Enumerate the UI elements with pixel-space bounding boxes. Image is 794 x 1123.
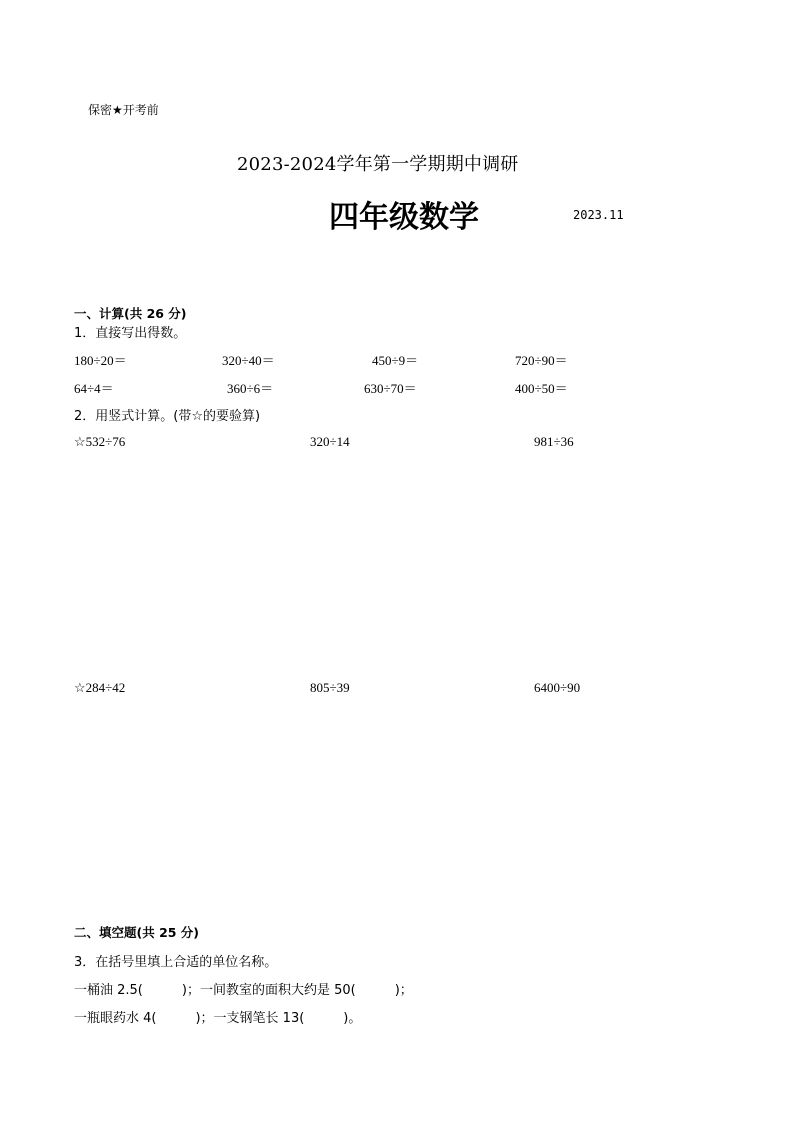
q2-item: ☆284÷42 xyxy=(74,680,126,695)
question-1-prompt: 1．直接写出得数。 xyxy=(74,326,187,341)
q1-item: 450÷9＝ xyxy=(372,353,419,368)
question-2-prompt: 2．用竖式计算。(带☆的要验算) xyxy=(74,409,261,424)
exam-title: 2023-2024学年第一学期期中调研 xyxy=(237,154,519,175)
exam-subtitle: 四年级数学 xyxy=(329,200,479,235)
q2-item: 805÷39 xyxy=(310,680,350,695)
q2-item: 981÷36 xyxy=(534,434,574,449)
q2-item: 320÷14 xyxy=(310,434,350,449)
q1-item: 400÷50＝ xyxy=(515,381,568,396)
q3-line-1: 一桶油 2.5( )；一间教室的面积大约是 50( )； xyxy=(74,983,413,998)
section-1-heading: 一、计算(共 26 分) xyxy=(74,306,187,321)
section-2-heading: 二、填空题(共 25 分) xyxy=(74,925,200,940)
confidential-label: 保密★开考前 xyxy=(88,103,159,117)
q1-item: 64÷4＝ xyxy=(74,381,114,396)
q1-item: 180÷20＝ xyxy=(74,353,127,368)
q2-item: ☆532÷76 xyxy=(74,434,126,449)
q1-item: 360÷6＝ xyxy=(227,381,274,396)
q1-item: 320÷40＝ xyxy=(222,353,275,368)
q1-item: 630÷70＝ xyxy=(364,381,417,396)
q2-item: 6400÷90 xyxy=(534,680,581,695)
q1-item: 720÷90＝ xyxy=(515,353,568,368)
q3-line-2: 一瓶眼药水 4( )；一支钢笔长 13( )。 xyxy=(74,1011,362,1026)
exam-date: 2023.11 xyxy=(573,208,624,222)
question-3-prompt: 3．在括号里填上合适的单位名称。 xyxy=(74,955,278,970)
